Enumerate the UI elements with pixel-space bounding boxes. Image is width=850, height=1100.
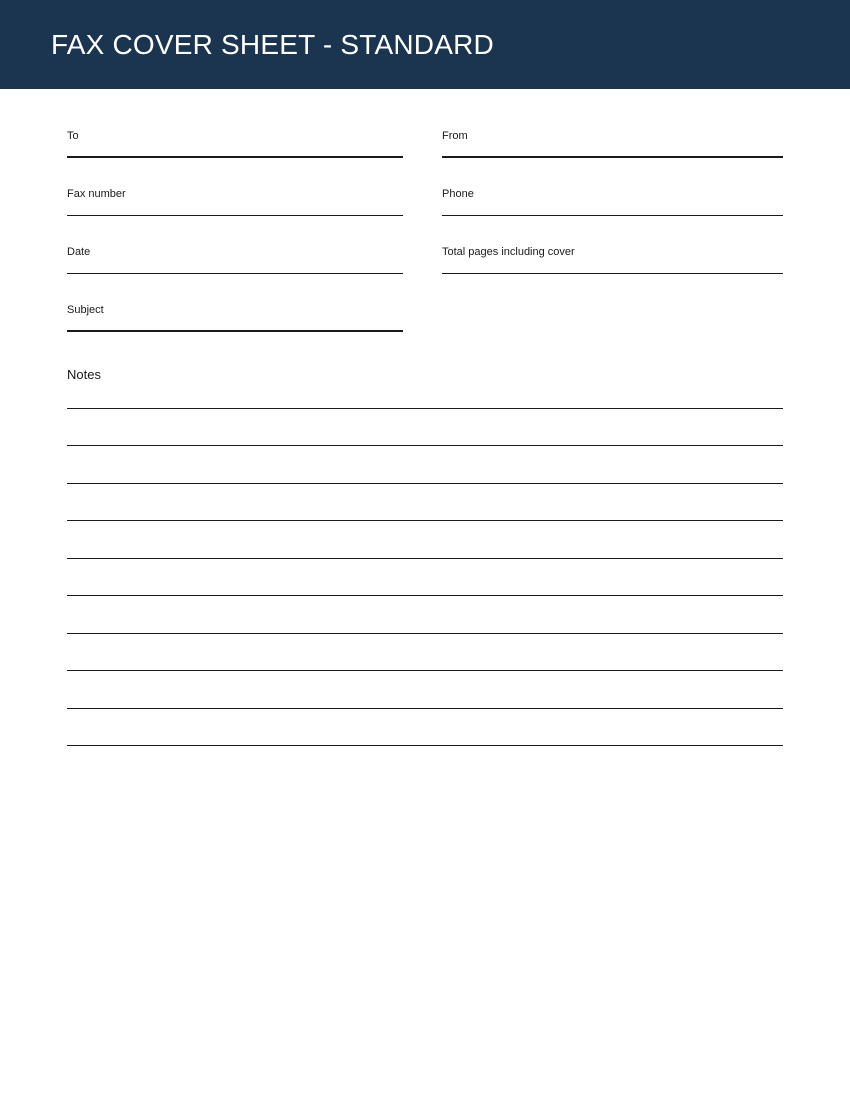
notes-label: Notes	[67, 367, 101, 382]
phone-underline	[442, 215, 783, 216]
notes-area[interactable]	[67, 371, 783, 746]
page-title: FAX COVER SHEET - STANDARD	[51, 29, 494, 60]
to-label: To	[67, 130, 79, 142]
date-field[interactable]	[67, 246, 403, 274]
from-underline	[442, 156, 783, 158]
total-pages-field[interactable]	[442, 246, 783, 274]
notes-line[interactable]	[67, 484, 783, 522]
fax-number-label: Fax number	[67, 188, 126, 200]
notes-line[interactable]	[67, 371, 783, 409]
total-pages-underline	[442, 273, 783, 274]
from-label: From	[442, 130, 468, 142]
notes-line[interactable]	[67, 409, 783, 447]
notes-line[interactable]	[67, 634, 783, 672]
notes-line[interactable]	[67, 559, 783, 597]
total-pages-label: Total pages including cover	[442, 246, 575, 258]
notes-line[interactable]	[67, 446, 783, 484]
notes-line[interactable]	[67, 709, 783, 747]
from-field[interactable]	[442, 130, 783, 158]
date-label: Date	[67, 246, 91, 258]
notes-line[interactable]	[67, 521, 783, 559]
phone-label: Phone	[442, 188, 474, 200]
subject-field[interactable]	[67, 304, 403, 332]
notes-line[interactable]	[67, 596, 783, 634]
date-underline	[67, 273, 403, 274]
subject-underline	[67, 330, 403, 332]
fax-number-field[interactable]	[67, 188, 403, 216]
notes-line[interactable]	[67, 671, 783, 709]
fax-number-underline	[67, 215, 403, 216]
to-field[interactable]	[67, 130, 403, 158]
header-banner	[0, 0, 850, 89]
to-underline	[67, 156, 403, 158]
subject-label: Subject	[67, 304, 104, 316]
phone-field[interactable]	[442, 188, 783, 216]
